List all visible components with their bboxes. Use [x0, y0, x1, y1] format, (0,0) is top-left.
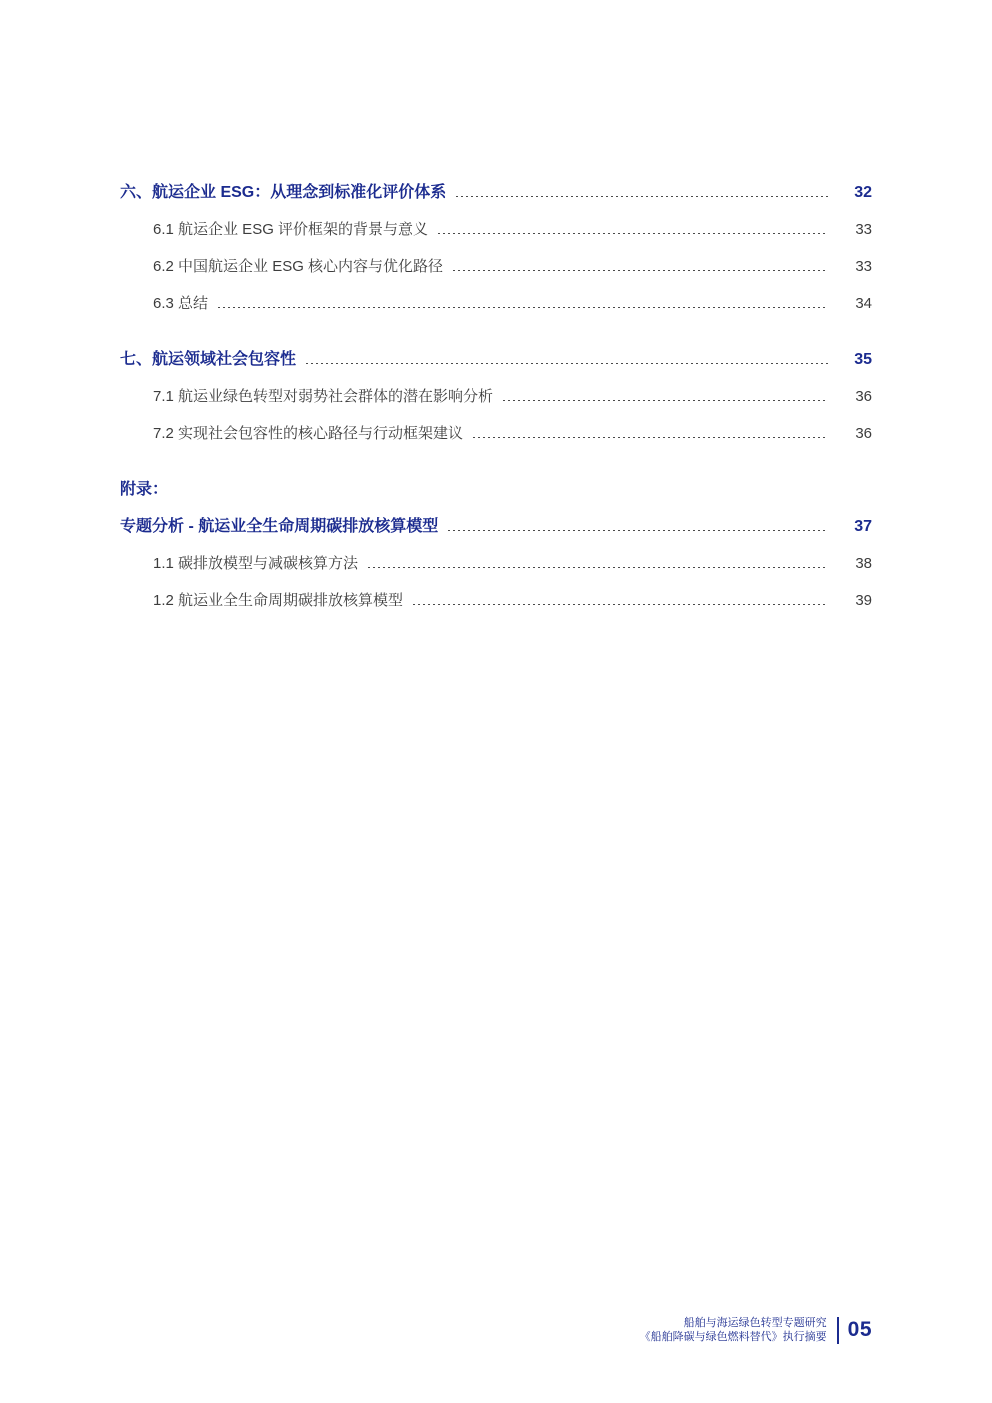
toc-entry-title: 六、航运企业 ESG：从理念到标准化评价体系 [120, 184, 447, 201]
toc-entry-page: 32 [854, 184, 872, 201]
footer-line-2: 《船舶降碳与绿色燃料替代》执行摘要 [639, 1331, 827, 1343]
leader-dots [218, 307, 828, 308]
toc-entry-title: 7.1 航运业绿色转型对弱势社会群体的潜在影响分析 [153, 388, 494, 405]
leader-dots [503, 400, 828, 401]
toc-section-appendix [120, 480, 872, 611]
toc-entry-page: 39 [855, 592, 872, 609]
toc-entry-title: 1.1 碳排放模型与减碳核算方法 [153, 555, 359, 572]
toc-entry-section-6[interactable] [120, 183, 872, 203]
toc-entry-page: 38 [855, 555, 872, 572]
toc-entry-title: 七、航运领域社会包容性 [120, 351, 297, 368]
footer-divider [837, 1317, 839, 1344]
footer-page-number: 05 [847, 1318, 872, 1341]
toc-entry-6-3[interactable] [120, 294, 872, 314]
toc-entry-page: 33 [855, 221, 872, 238]
toc-entry-7-1[interactable] [120, 387, 872, 407]
appendix-label-text: 附录： [120, 481, 169, 498]
footer-line-1: 船舶与海运绿色转型专题研究 [683, 1317, 827, 1329]
toc-entry-title: 专题分析 - 航运业全生命周期碳排放核算模型 [120, 518, 439, 535]
toc-entry-title: 6.1 航运企业 ESG 评价框架的背景与意义 [153, 221, 429, 238]
toc-section-6 [120, 183, 872, 314]
toc-entry-7-2[interactable] [120, 424, 872, 444]
toc-entry-title: 1.2 航运业全生命周期碳排放核算模型 [153, 592, 404, 609]
toc-entry-page: 37 [854, 518, 872, 535]
appendix-label [120, 480, 872, 500]
page-footer [640, 1316, 872, 1344]
leader-dots [456, 196, 828, 197]
leader-dots [413, 604, 828, 605]
leader-dots [448, 530, 828, 531]
table-of-contents [120, 183, 872, 647]
toc-entry-6-2[interactable] [120, 257, 872, 277]
leader-dots [306, 363, 828, 364]
toc-entry-appendix-1-2[interactable] [120, 591, 872, 611]
toc-entry-page: 34 [855, 295, 872, 312]
toc-entry-page: 36 [855, 388, 872, 405]
toc-entry-title: 6.2 中国航运企业 ESG 核心内容与优化路径 [153, 258, 444, 275]
footer-doc-title [640, 1316, 827, 1344]
toc-entry-page: 36 [855, 425, 872, 442]
toc-entry-title: 6.3 总结 [153, 295, 209, 312]
leader-dots [368, 567, 828, 568]
toc-entry-appendix-1-1[interactable] [120, 554, 872, 574]
toc-entry-6-1[interactable] [120, 220, 872, 240]
leader-dots [438, 233, 828, 234]
leader-dots [473, 437, 828, 438]
toc-entry-page: 35 [854, 351, 872, 368]
toc-entry-section-7[interactable] [120, 350, 872, 370]
toc-entry-appendix-topic[interactable] [120, 517, 872, 537]
toc-entry-page: 33 [855, 258, 872, 275]
toc-section-7 [120, 350, 872, 444]
leader-dots [453, 270, 828, 271]
toc-entry-title: 7.2 实现社会包容性的核心路径与行动框架建议 [153, 425, 464, 442]
